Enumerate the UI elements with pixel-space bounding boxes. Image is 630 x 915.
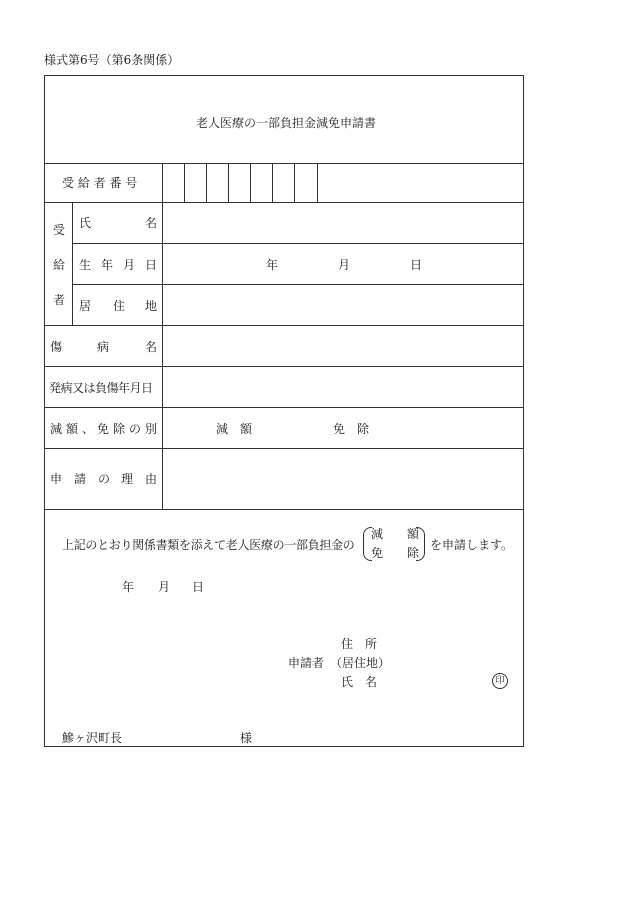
type-label: 、 bbox=[82, 422, 95, 436]
applicant-name-label: 氏 名 bbox=[341, 675, 378, 689]
type-label: の bbox=[129, 422, 142, 436]
form-number: 様式第6号（第6条関係） bbox=[44, 53, 180, 67]
digit-box-divider bbox=[184, 163, 185, 203]
recipient-group-divider bbox=[72, 202, 73, 326]
illness-label: 名 bbox=[145, 340, 158, 354]
frame-left bbox=[44, 75, 45, 747]
reason-label: の bbox=[98, 472, 111, 486]
form-title: 老人医療の一部負担金減免申請書 bbox=[196, 116, 377, 130]
digit-box-divider bbox=[206, 163, 207, 203]
rule-below-onset bbox=[44, 407, 524, 408]
type-option-reduction[interactable]: 減 額 bbox=[216, 422, 253, 436]
frame-top bbox=[44, 75, 524, 76]
onset-label: 発病又は負傷年月日 bbox=[49, 381, 153, 395]
rule-below-birth bbox=[72, 284, 524, 285]
applicant-address-label: 住 所 bbox=[341, 637, 378, 651]
birth-label: 年 bbox=[101, 258, 114, 272]
bracket-right bbox=[416, 527, 425, 561]
reason-label: 請 bbox=[74, 472, 87, 486]
declaration-text: 上記のとおり関係書類を添えて老人医療の一部負担金の bbox=[62, 538, 355, 552]
name-label: 名 bbox=[145, 216, 158, 230]
type-label: 減 bbox=[50, 422, 63, 436]
declaration-option-reduction[interactable]: 減 額 bbox=[371, 527, 420, 541]
reason-label: 理 bbox=[121, 472, 134, 486]
reason-label: 由 bbox=[145, 472, 158, 486]
rule-below-address bbox=[44, 325, 524, 326]
digit-box-divider bbox=[317, 163, 318, 203]
birth-label: 月 bbox=[123, 258, 136, 272]
illness-label: 病 bbox=[97, 340, 110, 354]
address-label: 地 bbox=[145, 299, 158, 313]
declaration-date-year: 年 bbox=[122, 580, 135, 594]
frame-bottom bbox=[44, 746, 524, 747]
birth-day: 日 bbox=[410, 258, 423, 272]
type-label: 免 bbox=[97, 422, 110, 436]
declaration-date-day: 日 bbox=[192, 580, 205, 594]
rule-below-type bbox=[44, 448, 524, 449]
addressee-office: 鰺ヶ沢町長 bbox=[62, 731, 123, 745]
label-column-divider bbox=[162, 163, 163, 510]
digit-box-divider bbox=[272, 163, 273, 203]
frame-right bbox=[523, 75, 524, 747]
declaration-text-end: を申請します。 bbox=[430, 538, 514, 552]
name-label: 氏 bbox=[79, 216, 92, 230]
recipient-number-label: 受 給 者 番 号 bbox=[62, 176, 138, 190]
declaration-date-month: 月 bbox=[158, 580, 171, 594]
seal-mark: 印 bbox=[492, 673, 508, 689]
address-label: 居 bbox=[79, 299, 92, 313]
rule-below-reason bbox=[44, 509, 524, 510]
rule-below-title bbox=[44, 163, 524, 164]
illness-label: 傷 bbox=[50, 340, 63, 354]
applicant-residence-label: （居住地） bbox=[330, 656, 391, 670]
rule-below-illness bbox=[44, 366, 524, 367]
digit-box-divider bbox=[250, 163, 251, 203]
digit-box-divider bbox=[294, 163, 295, 203]
type-option-exemption[interactable]: 免 除 bbox=[333, 422, 370, 436]
birth-label: 日 bbox=[145, 258, 158, 272]
applicant-label: 申請者 bbox=[288, 656, 325, 670]
recipient-group-label: 給 bbox=[53, 258, 66, 272]
recipient-group-label: 者 bbox=[53, 293, 66, 307]
recipient-group-label: 受 bbox=[53, 223, 66, 237]
rule-below-name bbox=[72, 243, 524, 244]
type-label: 除 bbox=[113, 422, 126, 436]
type-label: 別 bbox=[145, 422, 158, 436]
birth-month: 月 bbox=[338, 258, 351, 272]
address-label: 住 bbox=[113, 299, 126, 313]
addressee-honorific: 様 bbox=[240, 731, 253, 745]
type-label: 額 bbox=[66, 422, 79, 436]
rule-below-number bbox=[44, 202, 524, 203]
reason-label: 申 bbox=[50, 472, 63, 486]
digit-box-divider bbox=[228, 163, 229, 203]
declaration-option-exemption[interactable]: 免 除 bbox=[371, 546, 420, 560]
birth-label: 生 bbox=[79, 258, 92, 272]
birth-year: 年 bbox=[266, 258, 279, 272]
